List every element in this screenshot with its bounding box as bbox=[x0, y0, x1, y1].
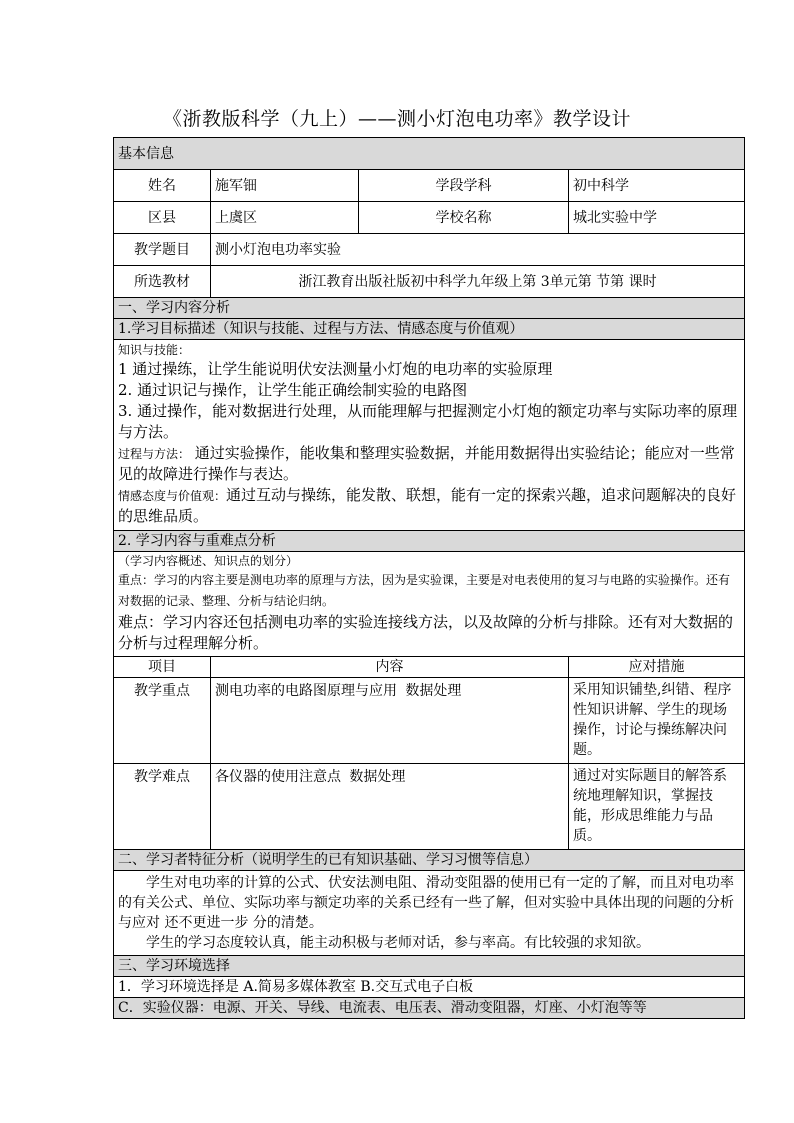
knowledge-item-3: 3. 通过操作，能对数据进行处理，从而能理解与把握测定小灯炮的额定功率与实际功率的原理与方法。 bbox=[118, 402, 738, 441]
difficult-points-text: 难点：学习内容还包括测电功率的实验连接线方法，以及故障的分析与排除。还有对大数据的分析与过程理解分析。 bbox=[118, 613, 734, 652]
section3-header: 三、学习环境选择 bbox=[114, 956, 745, 977]
emotion-text: 通过互动与操练，能发散、联想，能有一定的探索兴趣，追求问题解决的良好的思维品质。 bbox=[118, 486, 737, 525]
table-head-content: 内容 bbox=[211, 657, 569, 678]
emotion-label: 情感态度与价值观： bbox=[118, 489, 227, 503]
school-value: 城北实验中学 bbox=[569, 202, 745, 234]
row-key-content: 测电功率的电路图原理与应用 数据处理 bbox=[211, 678, 569, 764]
table-head-item: 项目 bbox=[114, 657, 211, 678]
environment-choice: 1．学习环境选择是 A.简易多媒体教室 B.交互式电子白板 bbox=[114, 977, 745, 998]
topic-value: 测小灯泡电功率实验 bbox=[211, 234, 745, 266]
document-title: 《浙教版科学（九上）——测小灯泡电功率》教学设计 bbox=[162, 108, 631, 130]
process-text: 通过实验操作，能收集和整理实验数据，并能用数据得出实验结论；能应对一些常见的故障进行操作与表达。 bbox=[118, 444, 735, 483]
learner-analysis bbox=[114, 871, 745, 956]
county-value: 上虞区 bbox=[211, 202, 359, 234]
knowledge-item-2: 2. 通过识记与操作，让学生能正确绘制实验的电路图 bbox=[118, 381, 468, 399]
learner-paragraph-1: 学生对电功率的计算的公式、伏安法测电阻、滑动变阻器的使用已有一定的了解，而且对电功率的有关公式、单位、实际功率与额定功率的关系已经有一些了解，但对实验中具体出现的问题的分析与应对 还不更进一步 分的清楚。 bbox=[118, 875, 734, 931]
school-label: 学校名称 bbox=[359, 202, 569, 234]
content-body bbox=[114, 552, 745, 657]
row-key-measure: 采用知识铺垫,纠错、程序性知识讲解、学生的现场操作，讨论与操练解决问题。 bbox=[569, 678, 745, 764]
row-difficult-content: 各仪器的使用注意点 数据处理 bbox=[211, 764, 569, 850]
content-note: （学习内容概述、知识点的划分） bbox=[118, 554, 299, 568]
row-difficult-measure: 通过对实际题目的解答系统地理解知识，掌握技能，形成思维能力与品质。 bbox=[569, 764, 745, 850]
table-head-measure: 应对措施 bbox=[569, 657, 745, 678]
textbook-value: 浙江教育出版社版初中科学九年级上第 3单元第 节第 课时 bbox=[211, 266, 745, 298]
county-label: 区县 bbox=[114, 202, 211, 234]
process-goal bbox=[118, 443, 740, 485]
row-difficult-item: 教学难点 bbox=[114, 764, 211, 850]
topic-label: 教学题目 bbox=[114, 234, 211, 266]
basic-info-header: 基本信息 bbox=[114, 138, 745, 170]
row-key-item: 教学重点 bbox=[114, 678, 211, 764]
section2-header: 二、学习者特征分析（说明学生的已有知识基础、学习习惯等信息） bbox=[114, 850, 745, 871]
subject-label: 学段学科 bbox=[359, 170, 569, 202]
goals-header: 1.学习目标描述（知识与技能、过程与方法、情感态度与价值观） bbox=[114, 319, 745, 340]
name-label: 姓名 bbox=[114, 170, 211, 202]
emotion-goal bbox=[118, 485, 740, 527]
knowledge-label: 知识与技能： bbox=[118, 343, 191, 357]
instruments-list: C．实验仪器：电源、开关、导线、电流表、电压表、滑动变阻器，灯座、小灯泡等等 bbox=[114, 998, 745, 1019]
learner-paragraph-2: 学生的学习态度较认真，能主动积极与老师对话，参与率高。有比较强的求知欲。 bbox=[146, 935, 650, 951]
textbook-label: 所选教材 bbox=[114, 266, 211, 298]
subject-value: 初中科学 bbox=[569, 170, 745, 202]
goals-body bbox=[114, 340, 745, 531]
process-label: 过程与方法： bbox=[118, 447, 191, 461]
content-header: 2. 学习内容与重难点分析 bbox=[114, 531, 745, 552]
key-points-text: 重点：学习的内容主要是测电功率的原理与方法，因为是实验课，主要是对电表使用的复习与电路的实验操作。还有对数据的记录、整理、分析与结论归纳。 bbox=[118, 573, 731, 608]
section1-header: 一、学习内容分析 bbox=[114, 298, 745, 319]
knowledge-item-1: 1 通过操练，让学生能说明伏安法测量小灯炮的电功率的实验原理 bbox=[118, 360, 553, 378]
lesson-plan-table bbox=[113, 137, 745, 1019]
name-value: 施军钿 bbox=[211, 170, 359, 202]
